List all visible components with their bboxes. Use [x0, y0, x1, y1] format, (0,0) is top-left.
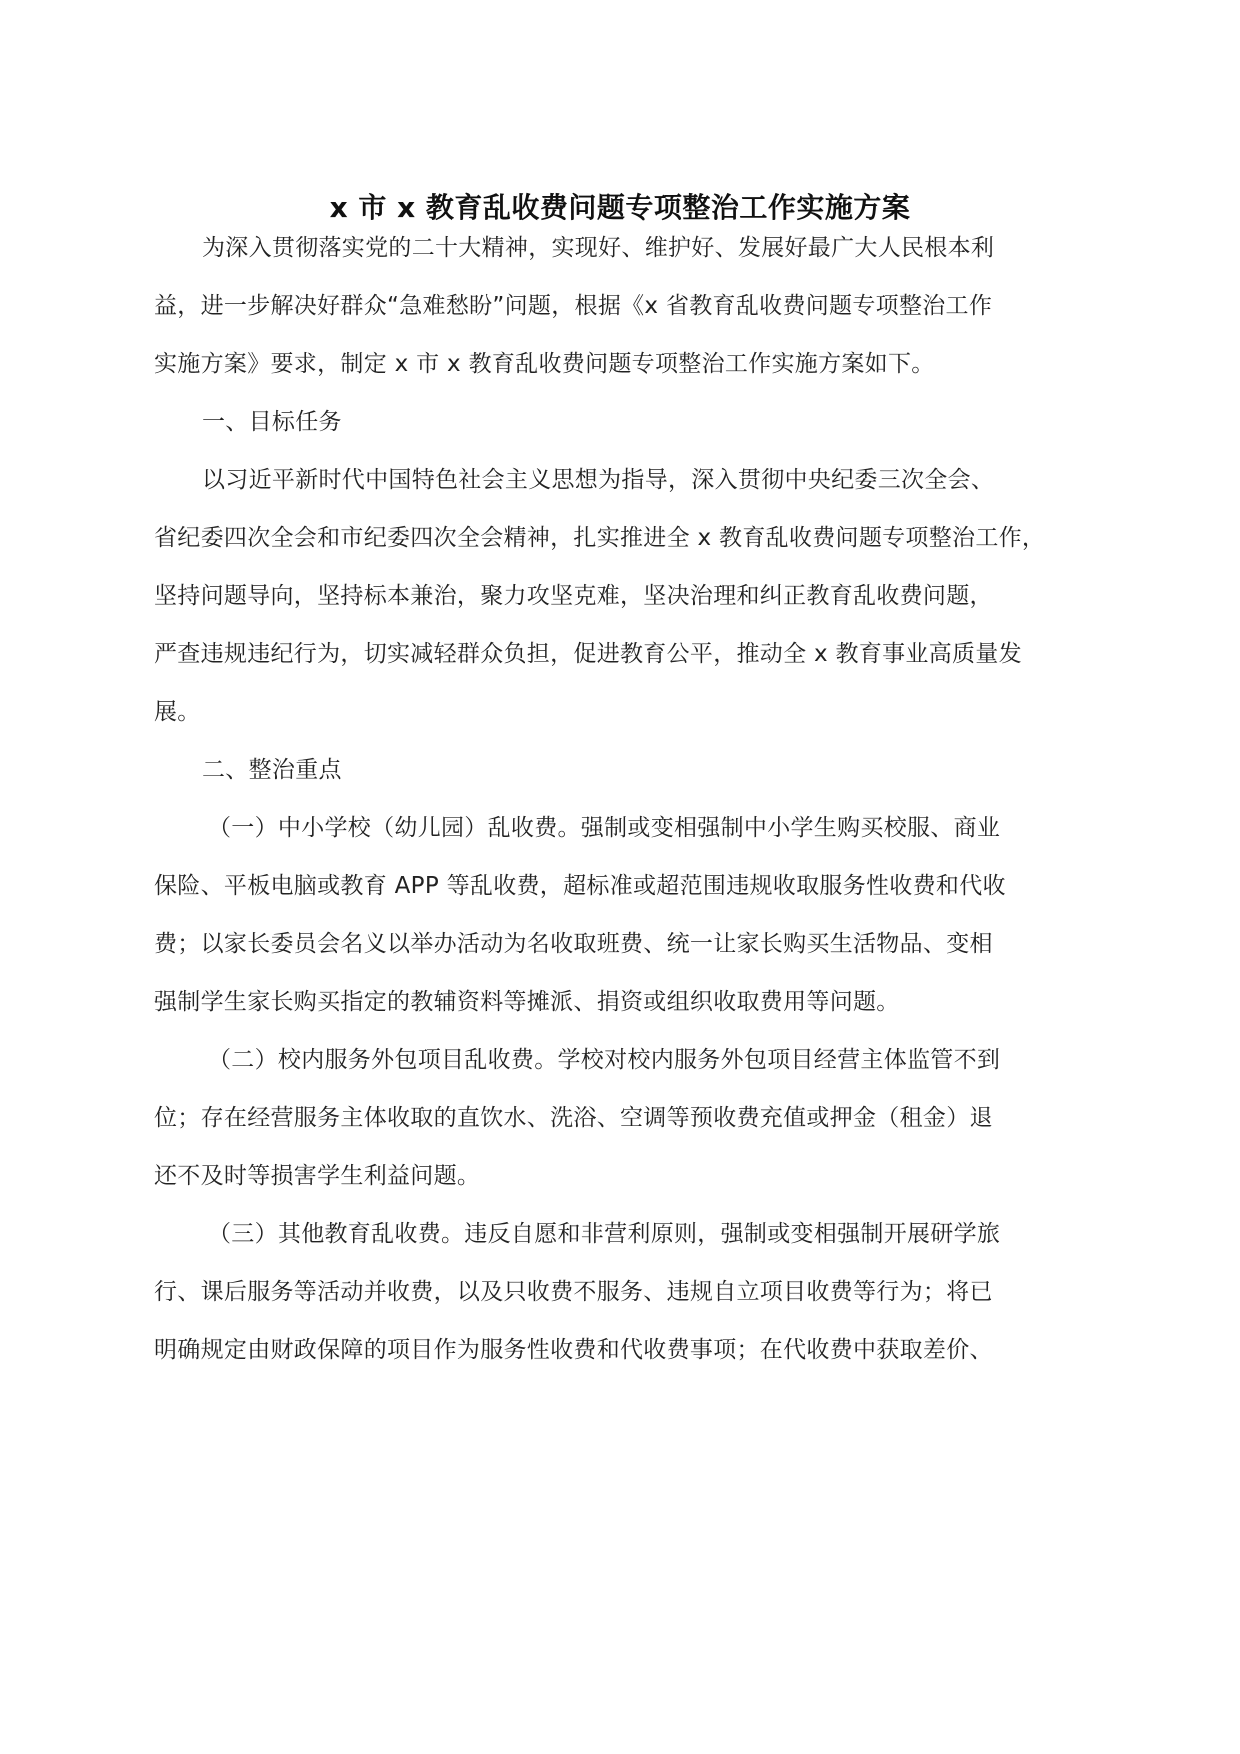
section-heading: 一、目标任务 [202, 409, 342, 435]
paragraph-line: （一）中小学校（幼儿园）乱收费。强制或变相强制中小学生购买校服、商业 [208, 815, 1001, 841]
document-title: x 市 x 教育乱收费问题专项整治工作实施方案 [329, 191, 911, 224]
paragraph-line: 为深入贯彻落实党的二十大精神，实现好、维护好、发展好最广大人民根本利 [202, 235, 995, 261]
paragraph-line: 以习近平新时代中国特色社会主义思想为指导，深入贯彻中央纪委三次全会、 [202, 467, 995, 493]
paragraph-line: 强制学生家长购买指定的教辅资料等摊派、捐资或组织收取费用等问题。 [154, 989, 900, 1015]
paragraph-line: 明确规定由财政保障的项目作为服务性收费和代收费事项；在代收费中获取差价、 [154, 1337, 993, 1363]
paragraph-line: 保险、平板电脑或教育 APP 等乱收费，超标准或超范围违规收取服务性收费和代收 [154, 873, 1006, 899]
paragraph-line: 费；以家长委员会名义以举办活动为名收取班费、统一让家长购买生活物品、变相 [154, 931, 993, 957]
paragraph-line: 位；存在经营服务主体收取的直饮水、洗浴、空调等预收费充值或押金（租金）退 [154, 1105, 993, 1131]
paragraph-line: （二）校内服务外包项目乱收费。学校对校内服务外包项目经营主体监管不到 [208, 1047, 1001, 1073]
section-heading: 二、整治重点 [202, 757, 342, 783]
paragraph-line: 展。 [154, 699, 201, 725]
paragraph-line: 还不及时等损害学生利益问题。 [154, 1163, 481, 1189]
paragraph-line: 省纪委四次全会和市纪委四次全会精神，扎实推进全 x 教育乱收费问题专项整治工作， [154, 525, 1046, 551]
paragraph-line: 实施方案》要求，制定 x 市 x 教育乱收费问题专项整治工作实施方案如下。 [154, 351, 935, 377]
paragraph-line: 益，进一步解决好群众“急难愁盼”问题，根据《x 省教育乱收费问题专项整治工作 [154, 293, 993, 319]
paragraph-line: （三）其他教育乱收费。违反自愿和非营利原则，强制或变相强制开展研学旅 [208, 1221, 1001, 1247]
paragraph-line: 行、课后服务等活动并收费，以及只收费不服务、违规自立项目收费等行为；将已 [154, 1279, 993, 1305]
paragraph-line: 严查违规违纪行为，切实减轻群众负担，促进教育公平，推动全 x 教育事业高质量发 [154, 641, 1022, 667]
paragraph-line: 坚持问题导向，坚持标本兼治，聚力攻坚克难，坚决治理和纠正教育乱收费问题， [154, 583, 993, 609]
